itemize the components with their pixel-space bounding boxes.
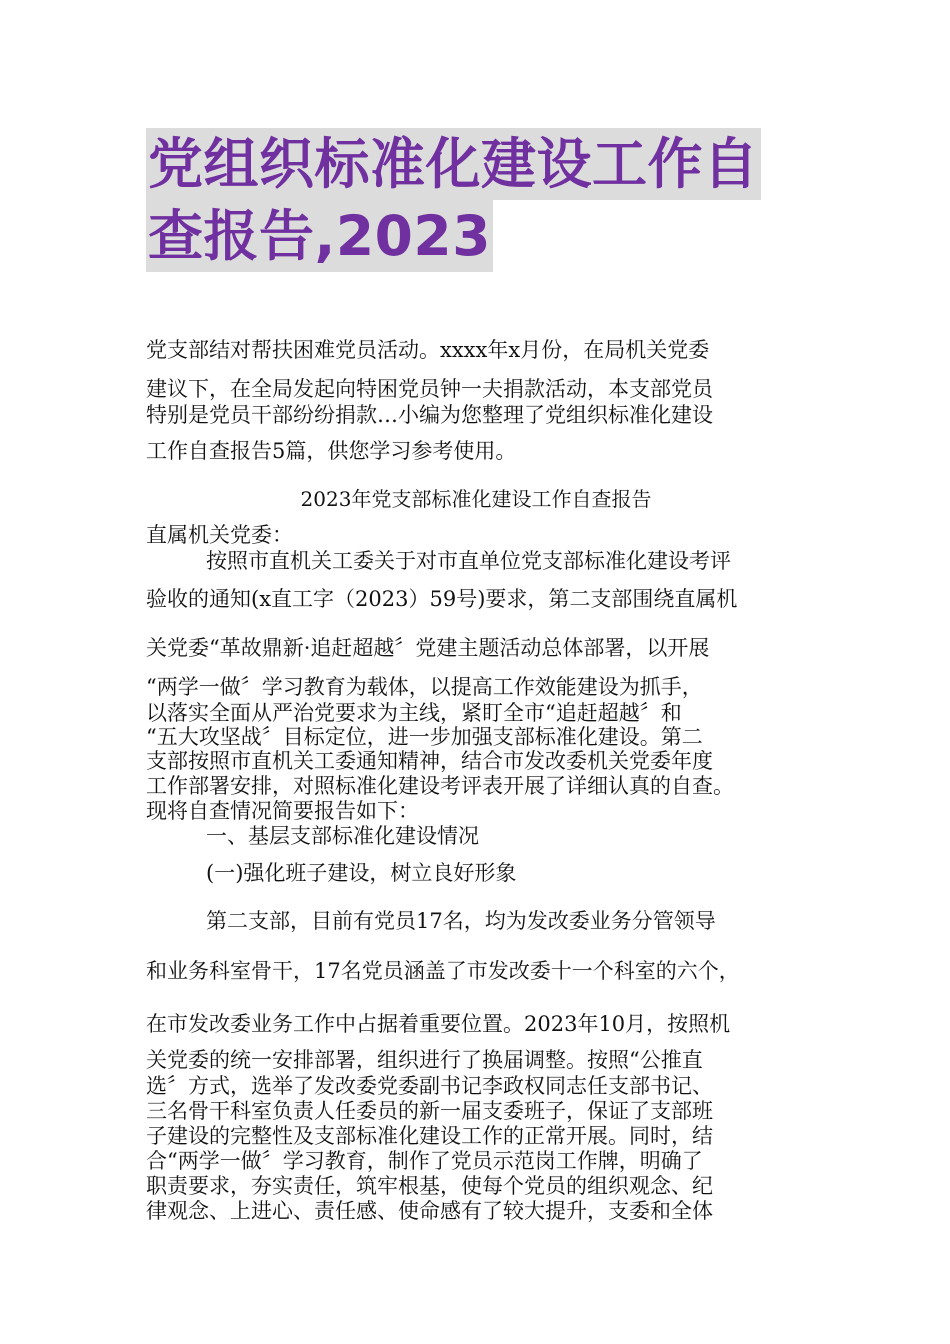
body-line: 以落实全面从严治党要求为主线，紧盯全市“追赶超越〞和 <box>146 701 682 725</box>
body-line: “五大攻坚战〞目标定位，进一步加强支部标准化建设。第二 <box>146 725 703 749</box>
body-line: 工作部署安排，对照标准化建设考评表开展了详细认真的自查。 <box>146 774 734 798</box>
salutation: 直属机关党委： <box>146 523 293 547</box>
body-line: 选〞方式，选举了发改委党委副书记李政权同志任支部书记、 <box>146 1074 713 1098</box>
intro-line: 党支部结对帮扶困难党员活动。xxxx年x月份，在局机关党委 <box>146 338 710 362</box>
document-title <box>146 128 816 272</box>
body-line: 现将自查情况简要报告如下： <box>146 799 419 823</box>
body-line: 三名骨干科室负责人任委员的新一届支委班子，保证了支部班 <box>146 1099 713 1123</box>
report-title: 2023年党支部标准化建设工作自查报告 <box>300 487 652 511</box>
title-line-2: 查报告,2023 <box>146 200 493 272</box>
body-line: 和业务科室骨干，17名党员涵盖了市发改委十一个科室的六个， <box>146 959 740 983</box>
body-line: 关党委的统一安排部署，组织进行了换届调整。按照“公推直 <box>146 1048 703 1072</box>
body-line: 第二支部，目前有党员17名，均为发改委业务分管领导 <box>206 909 716 933</box>
body-line: 关党委“革故鼎新·追赶超越〞党建主题活动总体部署，以开展 <box>146 636 710 660</box>
body-line: 验收的通知(x直工字（2023）59号)要求，第二支部围绕直属机 <box>146 587 738 611</box>
body-line: 按照市直机关工委关于对市直单位党支部标准化建设考评 <box>206 549 731 573</box>
section-heading: 一、基层支部标准化建设情况 <box>206 824 479 848</box>
body-line: 职责要求，夯实责任，筑牢根基，使每个党员的组织观念、纪 <box>146 1174 713 1198</box>
body-line: 子建设的完整性及支部标准化建设工作的正常开展。同时，结 <box>146 1124 713 1148</box>
body-line: 合“两学一做〞学习教育，制作了党员示范岗工作牌，明确了 <box>146 1149 703 1173</box>
title-line-1: 党组织标准化建设工作自 <box>146 128 761 200</box>
body-line: 在市发改委业务工作中占据着重要位置。2023年10月，按照机 <box>146 1012 731 1036</box>
subsection-heading: (一)强化班子建设，树立良好形象 <box>206 861 517 885</box>
body-line: “两学一做〞学习教育为载体，以提高工作效能建设为抓手， <box>146 675 703 699</box>
intro-line: 特别是党员干部纷纷捐款…小编为您整理了党组织标准化建设 <box>146 403 713 427</box>
intro-line: 工作自查报告5篇，供您学习参考使用。 <box>146 439 517 463</box>
body-line: 律观念、上进心、责任感、使命感有了较大提升，支委和全体 <box>146 1199 713 1223</box>
intro-line: 建议下，在全局发起向特困党员钟一夫捐款活动，本支部党员 <box>146 377 713 401</box>
body-line: 支部按照市直机关工委通知精神，结合市发改委机关党委年度 <box>146 749 713 773</box>
